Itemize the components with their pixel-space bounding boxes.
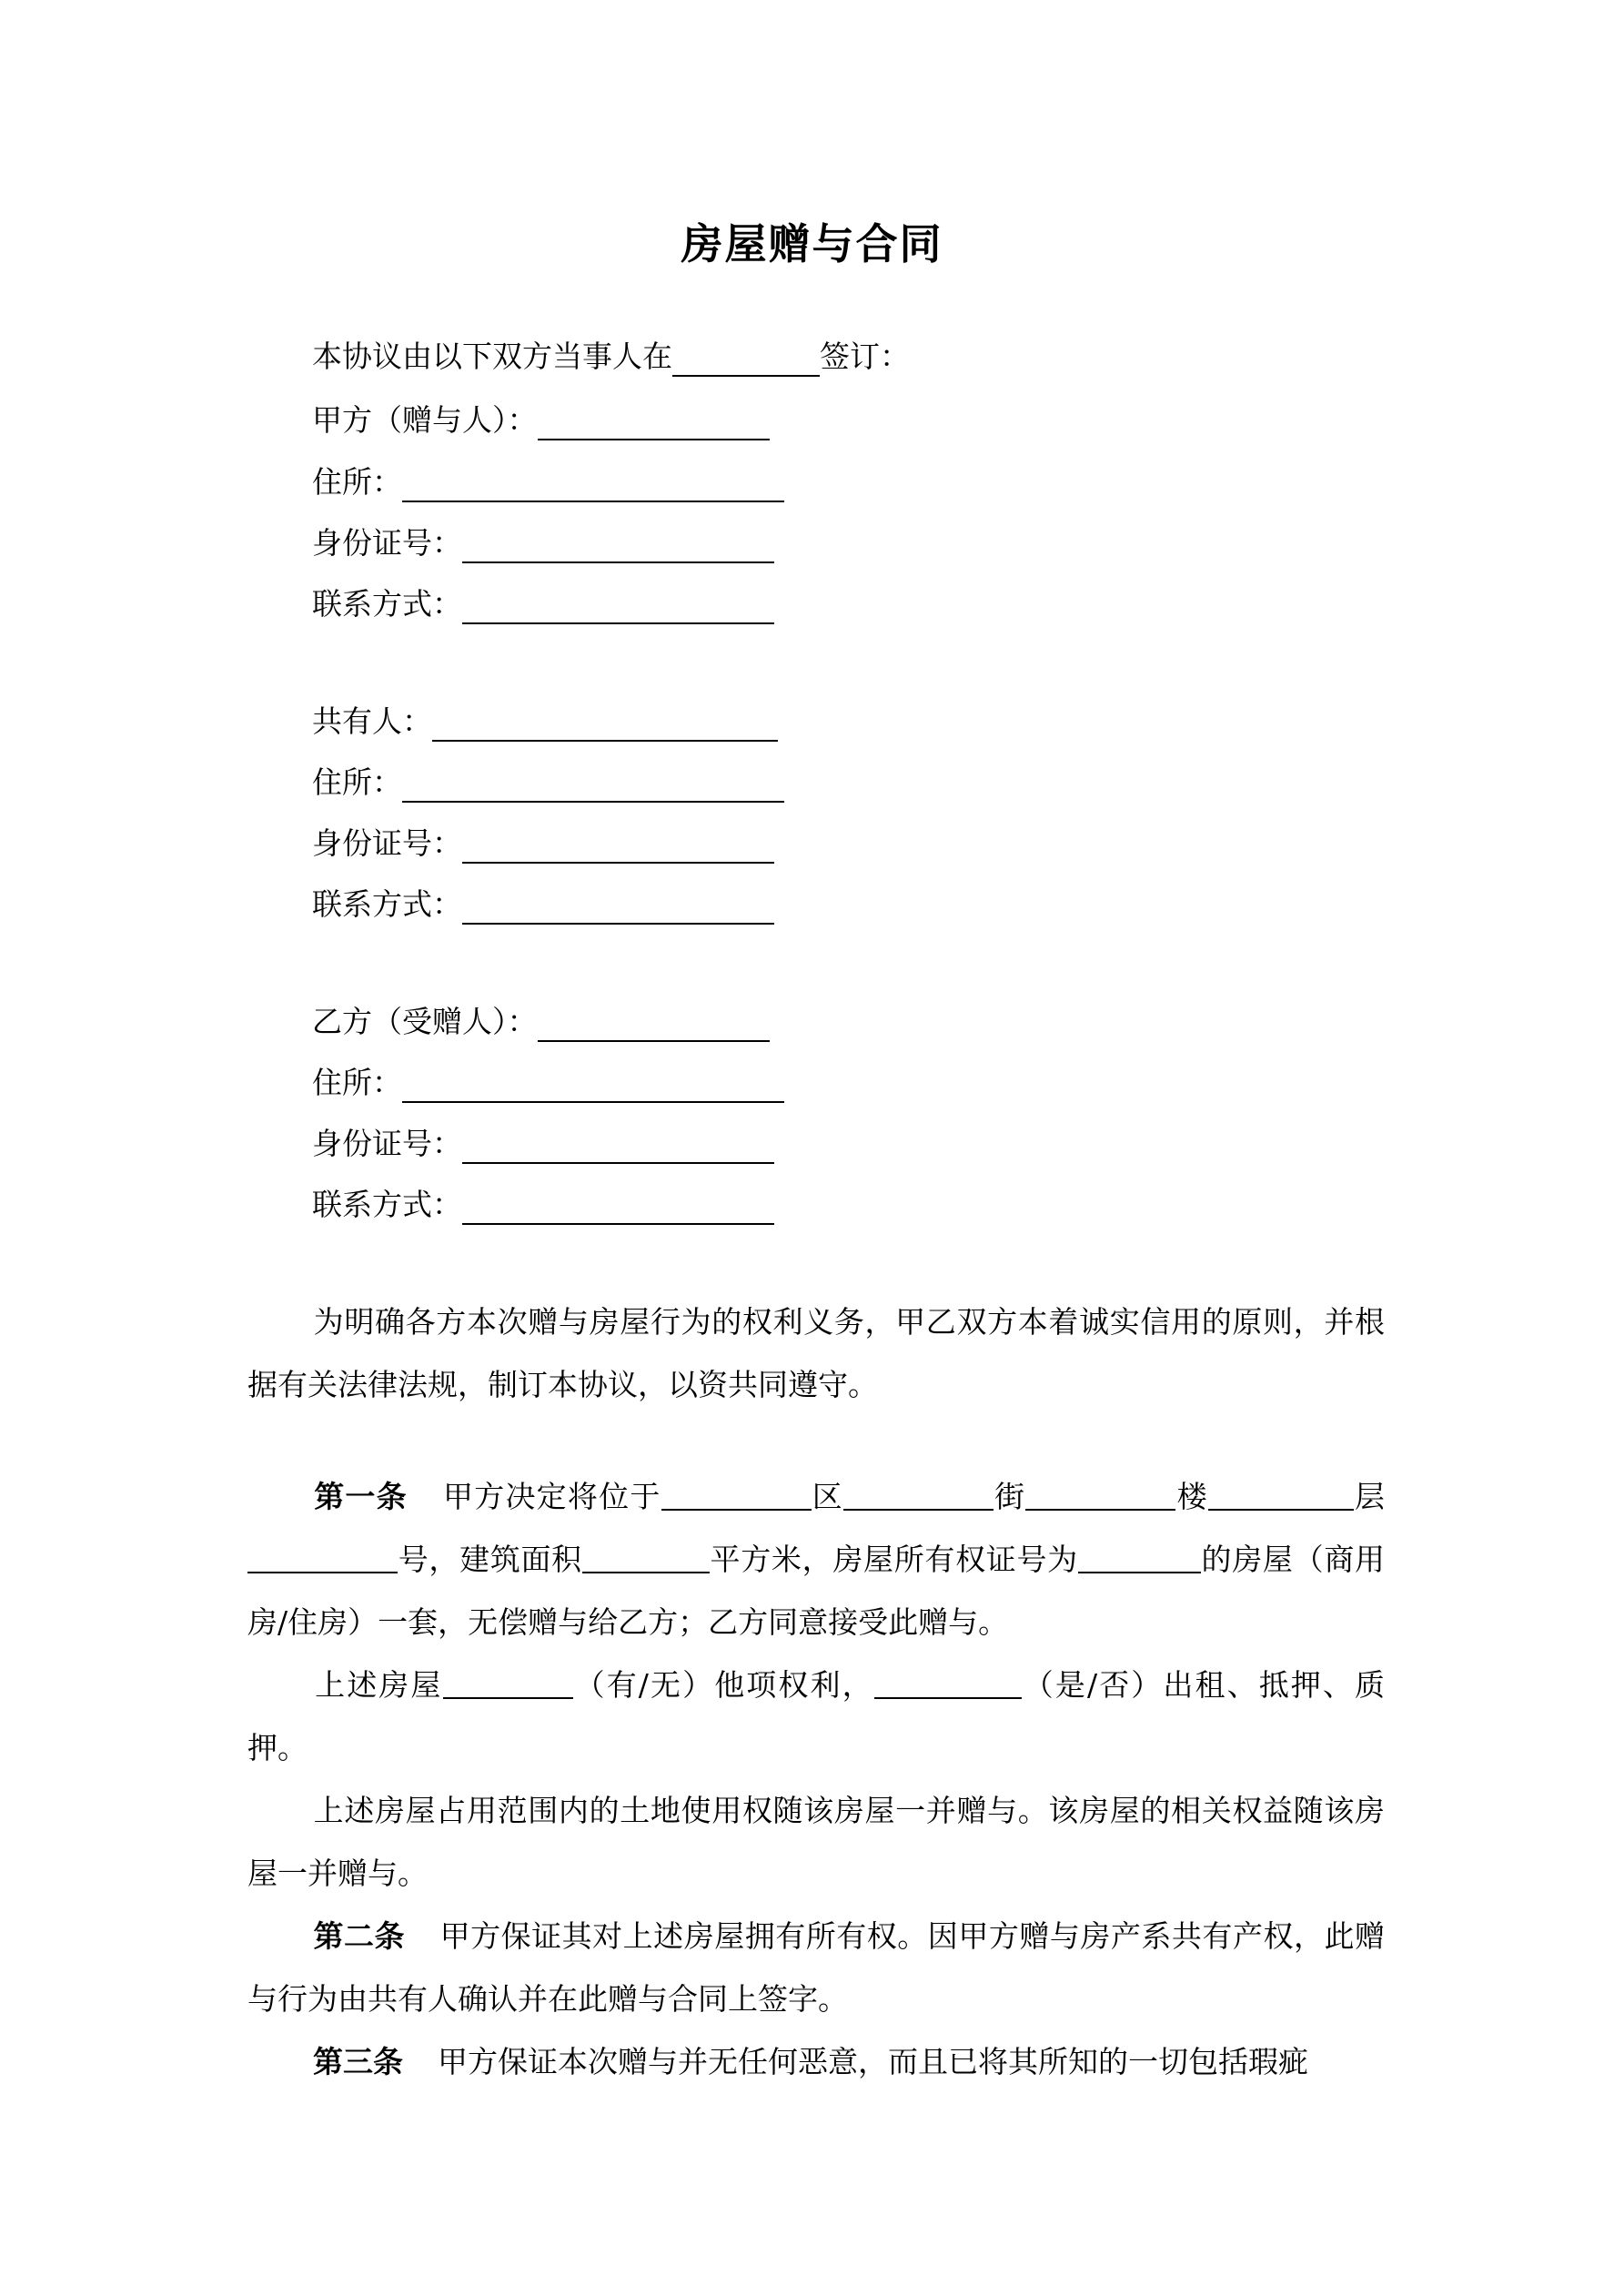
article-3-text: 甲方保证本次赠与并无任何恶意，而且已将其所知的一切包括瑕疵 bbox=[438, 2044, 1308, 2079]
party-a-id-label: 身份证号： bbox=[312, 525, 462, 561]
party-b-id-row bbox=[312, 1117, 774, 1171]
party-b-id-label: 身份证号： bbox=[312, 1126, 462, 1161]
article-3-paragraph bbox=[247, 2030, 1385, 2093]
party-b-address-label: 住所： bbox=[312, 1065, 402, 1100]
article-1-text-5: 层 bbox=[1353, 1479, 1386, 1514]
intro-prefix: 本协议由以下双方当事人在 bbox=[312, 339, 672, 374]
co-owner-id-blank[interactable] bbox=[462, 829, 774, 864]
co-owner-name-blank[interactable] bbox=[432, 707, 778, 742]
signing-place-blank[interactable] bbox=[672, 342, 820, 377]
preamble-paragraph bbox=[247, 1290, 1385, 1416]
article-2-paragraph bbox=[247, 1905, 1385, 2030]
article-1-text-6: 号，建筑面积 bbox=[398, 1542, 582, 1577]
certificate-number-blank[interactable] bbox=[1078, 1541, 1201, 1573]
encumbrance-text-b: （有/无）他项权利， bbox=[572, 1667, 874, 1703]
article-3-heading: 第三条 bbox=[313, 2044, 403, 2079]
article-1-paragraph bbox=[247, 1465, 1385, 1654]
party-a-contact-row bbox=[312, 577, 774, 632]
party-a-contact-blank[interactable] bbox=[462, 590, 774, 624]
article-1-text-4: 楼 bbox=[1175, 1479, 1208, 1514]
party-b-contact-row bbox=[312, 1178, 774, 1232]
party-a-id-row bbox=[312, 516, 774, 571]
floor-blank[interactable] bbox=[1208, 1478, 1354, 1511]
article-1-text-2: 区 bbox=[811, 1479, 843, 1514]
article-1-land-use-paragraph bbox=[247, 1779, 1385, 1905]
intro-line bbox=[312, 329, 910, 384]
party-b-address-row bbox=[312, 1056, 784, 1110]
encumbrance-text-c: （是/否）出租、抵押、质押。 bbox=[247, 1667, 1385, 1765]
party-a-address-blank[interactable] bbox=[402, 468, 784, 502]
co-owner-contact-row bbox=[312, 877, 774, 932]
article-1-text-1: 甲方决定将位于 bbox=[441, 1479, 661, 1514]
party-b-name-row bbox=[312, 995, 770, 1049]
party-a-address-label: 住所： bbox=[312, 464, 402, 500]
other-rights-blank[interactable] bbox=[443, 1666, 573, 1699]
land-use-text: 上述房屋占用范围内的土地使用权随该房屋一并赠与。该房屋的相关权益随该房屋一并赠与。 bbox=[247, 1793, 1385, 1891]
co-owner-id-label: 身份证号： bbox=[312, 825, 462, 861]
party-a-name-label: 甲方（赠与人）： bbox=[312, 402, 538, 438]
party-b-contact-label: 联系方式： bbox=[312, 1187, 462, 1222]
article-2-heading: 第二条 bbox=[313, 1918, 406, 1954]
co-owner-address-row bbox=[312, 755, 784, 810]
party-b-id-blank[interactable] bbox=[462, 1129, 774, 1164]
lease-mortgage-blank[interactable] bbox=[874, 1666, 1022, 1699]
co-owner-contact-label: 联系方式： bbox=[312, 886, 462, 922]
co-owner-contact-blank[interactable] bbox=[462, 890, 774, 925]
article-1-text-8: 的房屋（商用房/住房）一套，无偿赠与给乙方；乙方同意接受此赠与。 bbox=[247, 1542, 1386, 1640]
article-1-heading: 第一条 bbox=[313, 1479, 408, 1514]
party-b-name-blank[interactable] bbox=[538, 1007, 770, 1042]
party-a-contact-label: 联系方式： bbox=[312, 586, 462, 622]
party-b-name-label: 乙方（受赠人）： bbox=[312, 1004, 538, 1039]
party-a-id-blank[interactable] bbox=[462, 529, 774, 563]
street-blank[interactable] bbox=[843, 1478, 994, 1511]
article-1-text-7: 平方米，房屋所有权证号为 bbox=[709, 1542, 1078, 1577]
intro-suffix: 签订： bbox=[820, 339, 910, 374]
article-2-text: 甲方保证其对上述房屋拥有所有权。因甲方赠与房产系共有产权，此赠与行为由共有人确认并在此赠与合同上签字。 bbox=[247, 1918, 1386, 2017]
preamble-text: 为明确各方本次赠与房屋行为的权利义务，甲乙双方本着诚实信用的原则，并根据有关法律法规，制订本协议，以资共同遵守。 bbox=[247, 1304, 1385, 1402]
district-blank[interactable] bbox=[661, 1478, 812, 1511]
co-owner-name-row bbox=[312, 694, 778, 749]
party-a-name-row bbox=[312, 393, 770, 448]
article-1-encumbrance-paragraph bbox=[247, 1654, 1385, 1779]
party-a-address-row bbox=[312, 455, 784, 510]
co-owner-name-label: 共有人： bbox=[312, 703, 432, 739]
party-a-name-blank[interactable] bbox=[538, 406, 770, 440]
encumbrance-text-a: 上述房屋 bbox=[313, 1667, 443, 1703]
party-b-address-blank[interactable] bbox=[402, 1068, 784, 1103]
co-owner-address-label: 住所： bbox=[312, 764, 402, 800]
document-title: 房屋赠与合同 bbox=[681, 219, 943, 268]
building-blank[interactable] bbox=[1025, 1478, 1175, 1511]
co-owner-id-row bbox=[312, 816, 774, 871]
party-b-contact-blank[interactable] bbox=[462, 1190, 774, 1225]
unit-number-blank[interactable] bbox=[247, 1541, 398, 1573]
article-1-text-3: 街 bbox=[993, 1479, 1026, 1514]
floor-area-blank[interactable] bbox=[582, 1541, 710, 1573]
co-owner-address-blank[interactable] bbox=[402, 768, 784, 803]
